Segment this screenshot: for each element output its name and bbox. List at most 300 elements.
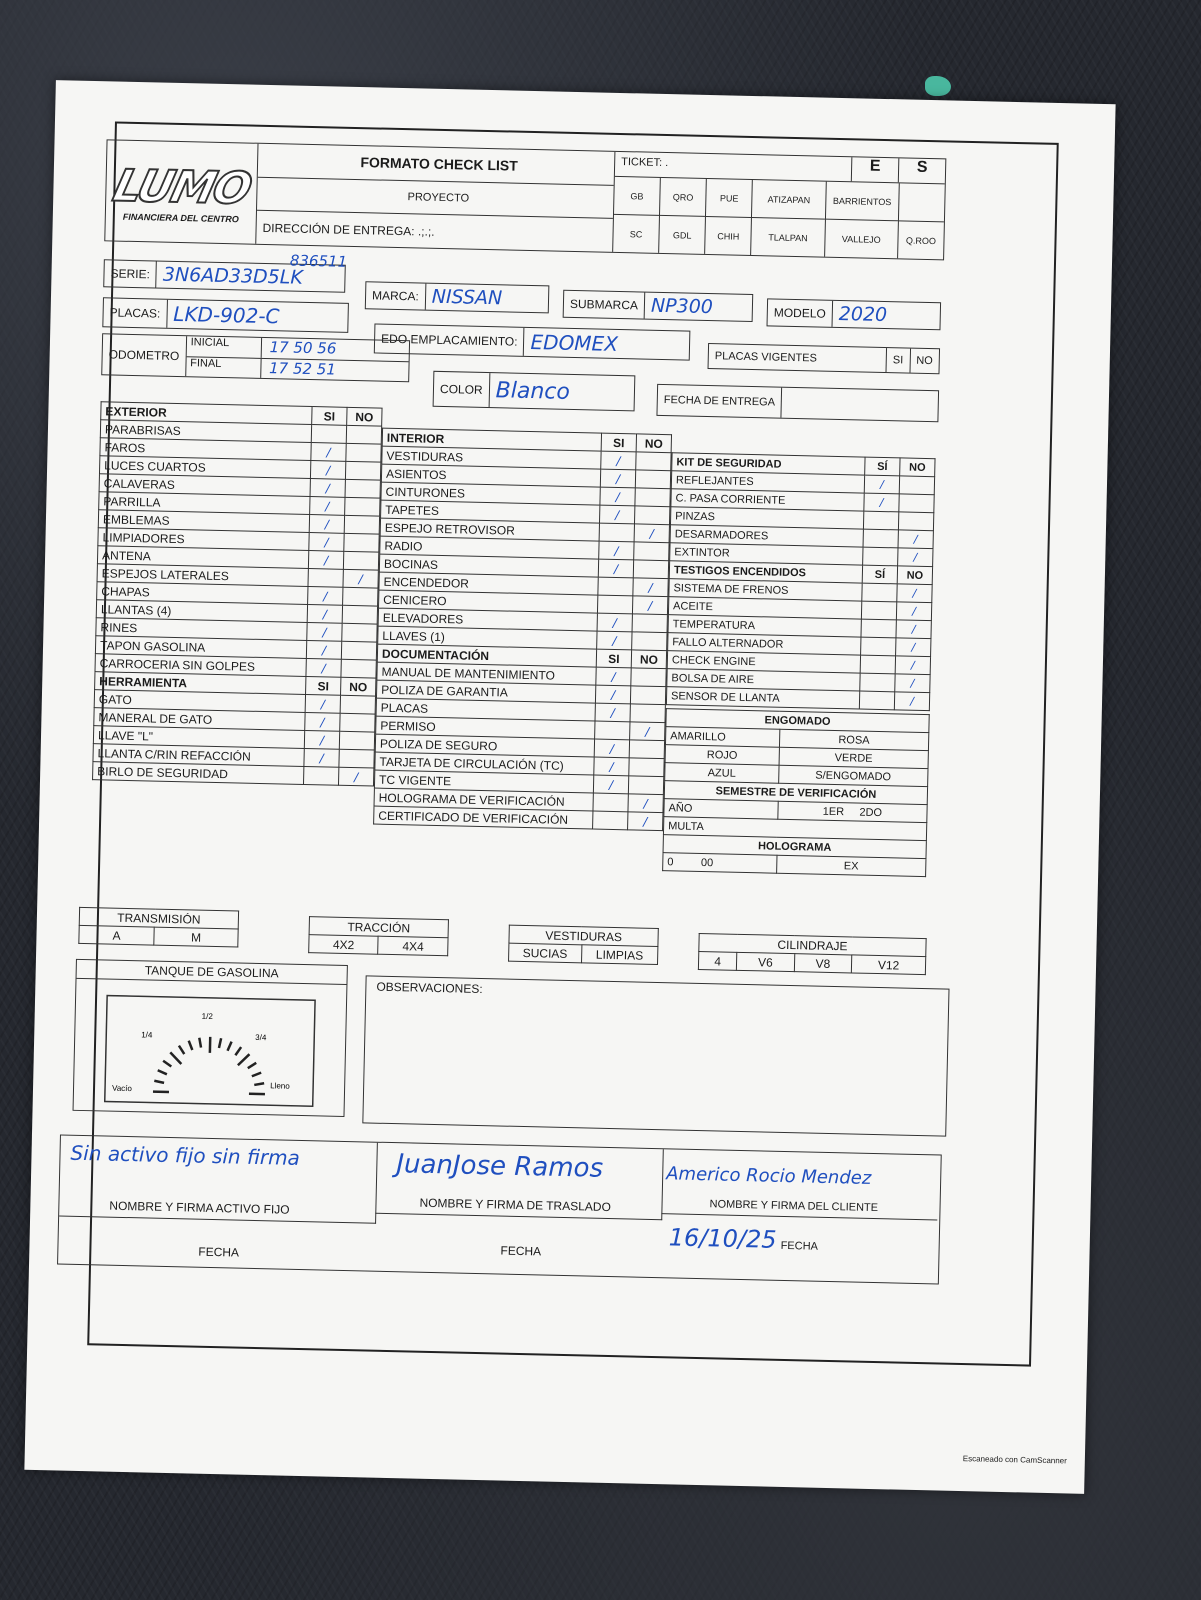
checklist-item-label: ELEVADORES — [378, 608, 597, 631]
checklist-item-label: CALAVERAS — [99, 474, 310, 497]
vestiduras-sucias: SUCIAS — [509, 943, 582, 963]
traccion-box — [308, 916, 449, 956]
testigos-section-title: TESTIGOS ENCENDIDOS — [669, 561, 862, 583]
checklist-item-label: TARJETA DE CIRCULACIÓN (TC) — [375, 752, 594, 775]
odometro-label: ODOMETRO — [102, 334, 187, 376]
checklist-item-label: RINES — [96, 618, 307, 641]
branch-cell: QRO — [660, 178, 706, 217]
checkbox-si[interactable]: / — [306, 658, 341, 677]
gauge-tick — [163, 1061, 171, 1067]
engomado-option: AMARILLO — [665, 727, 779, 748]
checklist-item-label: LLANTAS (4) — [96, 600, 307, 623]
transmision-a: A — [79, 925, 154, 945]
checkbox-no[interactable] — [630, 704, 665, 723]
s-column: S — [898, 158, 946, 183]
checkbox-no[interactable]: / — [894, 692, 929, 711]
checkbox-no[interactable]: / — [628, 794, 663, 813]
inicial-label: INICIAL — [186, 336, 261, 357]
checkbox-no[interactable]: / — [895, 656, 930, 675]
kit-table — [666, 452, 936, 711]
checkbox-no[interactable] — [632, 614, 667, 633]
vestiduras-title: VESTIDURAS — [509, 925, 658, 946]
lint-speck — [925, 76, 951, 96]
checklist-item-label: PARRILLA — [99, 492, 310, 515]
checklist-item-label: BIRLO DE SEGURIDAD — [93, 762, 304, 785]
edo-value: EDOMEX — [530, 329, 619, 356]
modelo-label: MODELO — [768, 299, 834, 326]
checkbox-si[interactable]: / — [307, 622, 342, 641]
checkbox-si[interactable]: / — [599, 505, 634, 524]
branch-cell: TLALPAN — [768, 231, 808, 243]
checkbox-si[interactable] — [863, 511, 898, 530]
fecha-cliente-label: FECHA — [780, 1239, 819, 1253]
direccion-label: DIRECCIÓN DE ENTREGA: — [262, 220, 415, 239]
checkbox-no[interactable] — [634, 506, 669, 525]
gauge-tick — [238, 1054, 250, 1066]
checklist-item-label: FALLO ALTERNADOR — [668, 633, 861, 655]
checklist-item-label: CHAPAS — [97, 582, 308, 605]
gauge-quarter: 1/4 — [141, 1030, 153, 1040]
engomado-option: ROJO — [665, 745, 779, 766]
kit-no-header: NO — [900, 458, 935, 477]
checkbox-si[interactable] — [862, 583, 897, 602]
final-value: 17 52 51 — [268, 358, 337, 379]
checklist-item-label: ESPEJOS LATERALES — [97, 564, 308, 587]
checkbox-no[interactable] — [898, 512, 933, 531]
checklist-item-label: MANERAL DE GATO — [94, 708, 305, 731]
checkbox-no[interactable] — [629, 758, 664, 777]
checkbox-si[interactable]: / — [864, 475, 899, 494]
semestre-title: SEMESTRE DE VERIFICACIÓN — [664, 781, 927, 805]
branch-cell: PUE — [706, 179, 752, 218]
submarca-field — [563, 290, 754, 322]
checkbox-si[interactable]: / — [597, 613, 632, 632]
checklist-item-label: DESARMADORES — [670, 525, 863, 547]
checkbox-no[interactable] — [339, 731, 374, 750]
checkbox-no[interactable] — [629, 740, 664, 759]
checkbox-no[interactable] — [632, 632, 667, 651]
checkbox-si[interactable] — [861, 601, 896, 620]
checklist-item-label: BOLSA DE AIRE — [667, 669, 860, 691]
tanque-title: TANQUE DE GASOLINA — [77, 960, 347, 985]
logo-mark: LUMO — [108, 160, 255, 214]
cilindraje-option: V6 — [736, 952, 794, 971]
checklist-item-label: GATO — [94, 690, 305, 713]
exterior-si-header: SI — [312, 407, 347, 426]
checklist-item-label: CERTIFICADO DE VERIFICACIÓN — [374, 806, 593, 829]
color-label: COLOR — [434, 372, 490, 407]
placas-field — [102, 297, 349, 333]
herramienta-si-header: SI — [306, 676, 341, 695]
documentacion-no-header: NO — [631, 650, 666, 669]
checkbox-si[interactable] — [859, 691, 894, 710]
direccion-row — [256, 211, 613, 252]
checklist-item-label: HOLOGRAMA DE VERIFICACIÓN — [374, 788, 593, 811]
checkbox-no[interactable] — [631, 668, 666, 687]
checklist-item-label: ENCENDEDOR — [379, 572, 598, 595]
modelo-value: 2020 — [838, 302, 888, 327]
tanque-box — [73, 959, 348, 1117]
checkbox-no[interactable]: / — [896, 602, 931, 621]
marca-label: MARCA: — [366, 282, 426, 309]
checklist-item-label: CENICERO — [379, 590, 598, 613]
checkbox-si[interactable]: / — [595, 703, 630, 722]
activo-fijo-cell — [59, 1136, 378, 1224]
checkbox-si[interactable]: / — [305, 694, 340, 713]
checkbox-no[interactable] — [340, 713, 375, 732]
checkbox-si[interactable]: / — [598, 559, 633, 578]
submarca-value: NP300 — [650, 294, 714, 319]
exterior-section-title: EXTERIOR — [101, 402, 312, 425]
checkbox-no[interactable]: / — [343, 569, 378, 588]
placas-value: LKD-902-C — [173, 301, 280, 329]
checkbox-si[interactable]: / — [594, 739, 629, 758]
engomado-option: S/ENGOMADO — [778, 765, 928, 786]
checkbox-si[interactable] — [595, 721, 630, 740]
color-value: Blanco — [495, 377, 571, 405]
checkbox-si[interactable] — [860, 673, 895, 692]
gauge-tick — [235, 1047, 241, 1055]
gauge-full: Lleno — [270, 1081, 290, 1091]
herramienta-section-title: HERRAMIENTA — [95, 672, 306, 695]
multa-label: MULTA — [663, 817, 926, 841]
checklist-item-label: PERMISO — [376, 716, 595, 739]
checkbox-si[interactable]: / — [596, 667, 631, 686]
gauge-tick — [228, 1042, 232, 1051]
inicial-value: 17 50 56 — [269, 338, 337, 358]
traslado-signature: JuanJose Ramos — [396, 1149, 604, 1184]
checkbox-no[interactable]: / — [633, 578, 668, 597]
checklist-item-label: RADIO — [380, 536, 599, 559]
checklist-item-label: TAPON GASOLINA — [95, 636, 306, 659]
engomado-option: AZUL — [665, 763, 779, 784]
checkbox-no[interactable] — [634, 542, 669, 561]
checkbox-si[interactable] — [597, 595, 632, 614]
checklist-item-label: TC VIGENTE — [374, 770, 593, 793]
checkbox-si[interactable]: / — [306, 640, 341, 659]
checkbox-si[interactable]: / — [309, 533, 344, 552]
signature-area — [57, 1135, 942, 1285]
engomado-title: ENGOMADO — [666, 709, 929, 733]
serie-extra-value: 836511 — [289, 251, 348, 271]
checkbox-no[interactable] — [899, 476, 934, 495]
holograma-title: HOLOGRAMA — [663, 835, 926, 859]
interior-section-title: INTERIOR — [382, 428, 601, 451]
cilindraje-option: V12 — [852, 955, 926, 975]
engomado-table — [662, 708, 930, 877]
checkbox-no[interactable] — [344, 533, 379, 552]
interior-no-header: NO — [636, 434, 671, 453]
checklist-item-label: CARROCERIA SIN GOLPES — [95, 654, 306, 677]
branch-cell — [899, 183, 945, 222]
checkbox-no[interactable]: / — [895, 674, 930, 693]
checkbox-no[interactable] — [345, 479, 380, 498]
activo-fijo-label: NOMBRE Y FIRMA ACTIVO FIJO — [109, 1198, 290, 1217]
checkbox-si[interactable]: / — [308, 587, 343, 606]
gauge-tick — [248, 1063, 256, 1069]
exterior-table — [92, 401, 383, 786]
checkbox-no[interactable] — [343, 551, 378, 570]
checkbox-no[interactable] — [636, 452, 671, 471]
checkbox-si[interactable] — [861, 637, 896, 656]
checkbox-no[interactable]: / — [898, 530, 933, 549]
checklist-item-label: SISTEMA DE FRENOS — [669, 579, 862, 601]
gauge-empty: Vacío — [111, 1083, 133, 1094]
direccion-value: .;.;. — [417, 224, 435, 239]
fecha-entrega-value — [782, 388, 938, 422]
form-header — [104, 139, 946, 260]
checkbox-si[interactable] — [303, 766, 338, 785]
branch-cell: GDL — [672, 229, 692, 241]
checklist-item-label: SENSOR DE LLANTA — [666, 687, 859, 709]
gauge-tick — [199, 1038, 201, 1048]
branch-cell: CHIH — [717, 230, 740, 242]
cilindraje-title: CILINDRAJE — [699, 933, 926, 956]
checklist-item-label: PARABRISAS — [100, 420, 311, 443]
holograma-option: 0 — [667, 855, 674, 868]
checkbox-si[interactable]: / — [308, 551, 343, 570]
checkbox-si[interactable]: / — [599, 541, 634, 560]
checkbox-no[interactable] — [630, 686, 665, 705]
checkbox-no[interactable]: / — [898, 548, 933, 567]
checkbox-no[interactable] — [346, 425, 381, 444]
checkbox-no[interactable]: / — [897, 584, 932, 603]
cilindraje-option: 4 — [698, 951, 737, 970]
checklist-item-label: POLIZA DE SEGURO — [375, 734, 594, 757]
fecha-cliente-value: 16/10/25 — [668, 1223, 777, 1254]
checkbox-si[interactable]: / — [307, 604, 342, 623]
checklist-item-label: CINTURONES — [381, 482, 600, 505]
checkbox-si[interactable]: / — [311, 443, 346, 462]
checklist-item-label: PINZAS — [670, 507, 863, 529]
logo-subtitle: FINANCIERA DEL CENTRO — [122, 211, 239, 224]
checkbox-no[interactable] — [635, 470, 670, 489]
cilindraje-box — [698, 933, 927, 975]
header-middle — [256, 144, 614, 252]
checkbox-no[interactable] — [628, 776, 663, 795]
checklist-item-label: POLIZA DE GARANTIA — [376, 680, 595, 703]
checkbox-si[interactable] — [598, 577, 633, 596]
holograma-option: 00 — [700, 856, 714, 869]
checklist-item-label: EXTINTOR — [670, 543, 863, 565]
checkbox-no[interactable] — [342, 605, 377, 624]
checkbox-no[interactable]: / — [630, 722, 665, 741]
checklist-paper — [24, 80, 1115, 1494]
checkbox-si[interactable] — [861, 619, 896, 638]
checkbox-si[interactable]: / — [310, 479, 345, 498]
holograma-options-a — [663, 853, 777, 874]
gauge-tick — [219, 1038, 221, 1048]
checkbox-no[interactable] — [345, 461, 380, 480]
gauge-tick — [158, 1070, 167, 1074]
proyecto-label: PROYECTO — [257, 177, 614, 219]
cilindraje-option: V8 — [794, 954, 852, 973]
kit-si-header: SÍ — [865, 457, 900, 476]
checklist-item-label: EMBLEMAS — [98, 510, 309, 533]
serie-label: SERIE: — [104, 260, 157, 287]
checkbox-si[interactable] — [860, 655, 895, 674]
placas-vigentes-no: NO — [916, 354, 933, 368]
engomado-option: ROSA — [779, 729, 929, 750]
traccion-4x2: 4X2 — [309, 935, 379, 955]
checklist-item-label: TEMPERATURA — [668, 615, 861, 637]
checklist-item-label: LLAVE "L" — [93, 726, 304, 749]
scanner-watermark: Escaneado con CamScanner — [962, 1454, 1067, 1466]
checkbox-no[interactable] — [346, 443, 381, 462]
modelo-field — [767, 298, 942, 330]
checklist-item-label: FAROS — [100, 438, 311, 461]
observaciones-box — [362, 975, 949, 1136]
checklist-item-label: CHECK ENGINE — [667, 651, 860, 673]
exterior-no-header: NO — [347, 407, 382, 426]
checklist-item-label: ACEITE — [668, 597, 861, 619]
checkbox-si[interactable] — [311, 425, 346, 444]
marca-field — [365, 281, 550, 313]
branch-cell: SC — [629, 228, 643, 239]
checkbox-si[interactable]: / — [305, 712, 340, 731]
transmision-title: TRANSMISIÓN — [79, 907, 238, 929]
checkbox-si[interactable]: / — [309, 515, 344, 534]
checkbox-si[interactable] — [593, 793, 628, 812]
checkbox-si[interactable]: / — [310, 497, 345, 516]
checkbox-no[interactable] — [344, 515, 379, 534]
transmision-m: M — [154, 927, 238, 947]
checkbox-si[interactable]: / — [310, 461, 345, 480]
checkbox-no[interactable]: / — [632, 596, 667, 615]
checkbox-si[interactable]: / — [304, 748, 339, 767]
checklist-item-label: ANTENA — [97, 546, 308, 569]
checklist-item-label: ESPEJO RETROVISOR — [380, 518, 599, 541]
checkbox-si[interactable]: / — [601, 451, 636, 470]
kit-section-title: KIT DE SEGURIDAD — [672, 453, 865, 475]
checkbox-no[interactable]: / — [896, 620, 931, 639]
checklist-item-label: VESTIDURAS — [382, 446, 601, 469]
serie-value: 3N6AD33D5LK — [162, 263, 304, 289]
gauge-tick — [254, 1083, 264, 1085]
fecha-entrega-label: FECHA DE ENTREGA — [657, 385, 782, 418]
checkbox-si[interactable] — [863, 547, 898, 566]
gauge-tick — [154, 1081, 164, 1083]
checkbox-no[interactable]: / — [628, 812, 663, 831]
checkbox-no[interactable] — [339, 749, 374, 768]
checklist-item-label: BOCINAS — [379, 554, 598, 577]
cliente-cell — [661, 1149, 938, 1220]
testigos-si-header: SÍ — [862, 565, 897, 584]
vestiduras-box — [508, 925, 659, 965]
checkbox-si[interactable]: / — [594, 757, 629, 776]
primer-semestre: 1ER — [822, 805, 845, 818]
gauge-tick — [179, 1046, 185, 1054]
checkbox-si[interactable]: / — [864, 493, 899, 512]
branch-cell: BARRIENTOS — [826, 182, 899, 222]
header-right — [612, 152, 945, 259]
ano-label: AÑO — [664, 799, 778, 820]
checklist-item-label: C. PASA CORRIENTE — [671, 489, 864, 511]
submarca-label: SUBMARCA — [564, 291, 646, 319]
checkbox-no[interactable] — [342, 623, 377, 642]
checklist-item-label: LLANTA C/RIN REFACCIÓN — [93, 744, 304, 767]
traslado-cell — [375, 1143, 664, 1220]
interior-table — [373, 428, 672, 831]
checkbox-si[interactable]: / — [600, 487, 635, 506]
branch-cell: ATIZAPAN — [752, 180, 825, 220]
checkbox-si[interactable] — [599, 523, 634, 542]
vestiduras-limpias: LIMPIAS — [581, 945, 658, 965]
edo-label: EDO EMPLACAMIENTO: — [375, 324, 525, 355]
checkbox-si[interactable]: / — [595, 685, 630, 704]
final-label: FINAL — [186, 357, 261, 378]
checklist-item-label: TAPETES — [381, 500, 600, 523]
cliente-label: NOMBRE Y FIRMA DEL CLIENTE — [709, 1198, 879, 1215]
checkbox-no[interactable] — [345, 497, 380, 516]
checkbox-no[interactable] — [341, 659, 376, 678]
checklist-item-label: PLACAS — [376, 698, 595, 721]
checkbox-no[interactable] — [899, 494, 934, 513]
gauge-tick — [252, 1072, 261, 1076]
ticket-label: TICKET: . — [621, 156, 669, 170]
placas-label: PLACAS: — [103, 298, 167, 327]
checklist-item-label: REFLEJANTES — [671, 471, 864, 493]
activo-fijo-handwriting: Sin activo fijo sin firma — [70, 1140, 301, 1170]
checkbox-no[interactable] — [340, 695, 375, 714]
checkbox-no[interactable] — [633, 560, 668, 579]
logo — [105, 140, 258, 243]
herramienta-no-header: NO — [341, 677, 376, 696]
transmision-box — [78, 907, 239, 948]
gauge-tick — [189, 1041, 193, 1050]
testigos-no-header: NO — [897, 566, 932, 585]
checkbox-no[interactable] — [343, 587, 378, 606]
branch-grid — [613, 177, 945, 259]
checklist-item-label: LUCES CUARTOS — [99, 456, 310, 479]
placas-vigentes-label: PLACAS VIGENTES — [709, 344, 888, 372]
checkbox-si[interactable] — [308, 569, 343, 588]
engomado-option: VERDE — [779, 747, 929, 768]
checkbox-si[interactable] — [863, 529, 898, 548]
form-title: FORMATO CHECK LIST — [258, 144, 615, 186]
branch-cell: GB — [614, 177, 660, 216]
checkbox-si[interactable] — [593, 811, 628, 830]
fecha-entrega-field — [656, 384, 939, 422]
gauge-tick — [170, 1052, 182, 1064]
checkbox-si[interactable]: / — [304, 730, 339, 749]
fecha-traslado-label: FECHA — [500, 1243, 542, 1259]
traslado-label: NOMBRE Y FIRMA DE TRASLADO — [419, 1195, 612, 1215]
interior-si-header: SI — [601, 433, 636, 452]
e-column: E — [851, 157, 899, 182]
traccion-4x4: 4X4 — [378, 936, 448, 956]
checkbox-no[interactable]: / — [896, 638, 931, 657]
segundo-semestre: 2DO — [859, 806, 883, 819]
branch-cell: Q.ROO — [905, 234, 937, 246]
fecha-activo-label: FECHA — [198, 1244, 240, 1260]
documentacion-section-title: DOCUMENTACIÓN — [377, 644, 596, 667]
checkbox-no[interactable] — [635, 488, 670, 507]
gauge-half: 1/2 — [201, 1011, 213, 1021]
checklist-item-label: MANUAL DE MANTENIMIENTO — [377, 662, 596, 685]
checkbox-si[interactable]: / — [597, 631, 632, 650]
checkbox-si[interactable]: / — [593, 775, 628, 794]
checkbox-no[interactable]: / — [338, 767, 373, 786]
checkbox-si[interactable]: / — [600, 469, 635, 488]
holograma-option: EX — [776, 855, 926, 876]
checkbox-no[interactable] — [341, 641, 376, 660]
placas-vigentes-field — [708, 343, 941, 374]
checkbox-no[interactable]: / — [634, 524, 669, 543]
traccion-title: TRACCIÓN — [309, 917, 448, 938]
checklist-item-label: ASIENTOS — [381, 464, 600, 487]
branch-cell: VALLEJO — [841, 233, 881, 245]
